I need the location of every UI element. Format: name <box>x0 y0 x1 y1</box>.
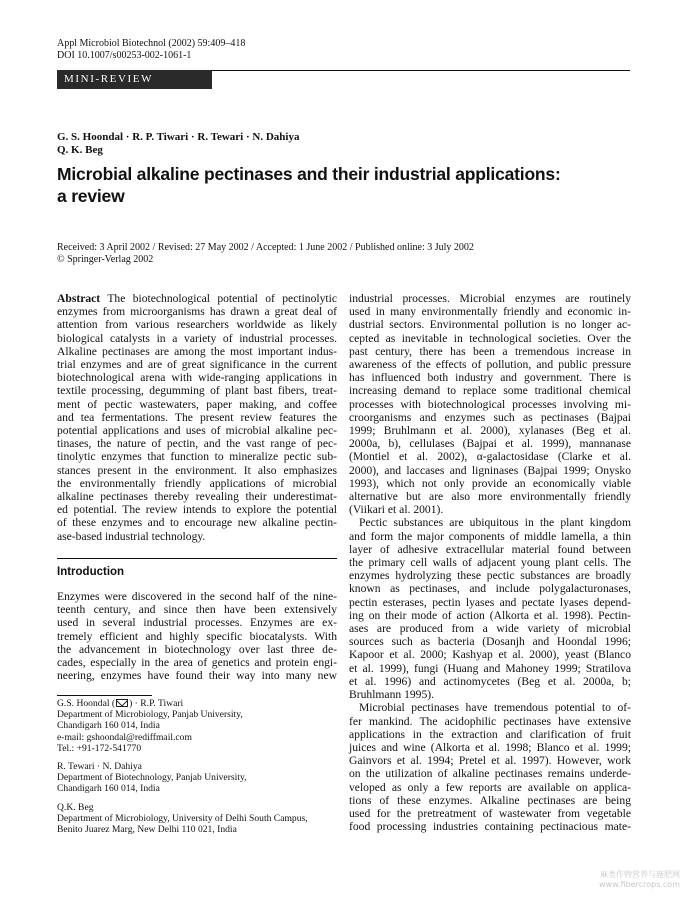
abstract-first-line: Abstract The biotechnological potential of pectinolytic <box>57 292 337 305</box>
article-title <box>57 163 561 207</box>
body-line: the primary cell walls of adjacent young plant cells. The <box>349 556 631 570</box>
section-heading-introduction: Introduction <box>57 566 125 578</box>
body-line: croorganisms and enzymes such as pectinases (Bajpai <box>349 410 631 424</box>
affiliation-line: Department of Microbiology, Panjab University, <box>57 709 243 721</box>
right-column-text <box>349 292 631 833</box>
abstract-line: ed potential. The review intends to explore the potential <box>57 503 337 517</box>
body-line: tions of these enzymes. Alkaline pectinases are being <box>349 793 631 807</box>
body-line: veloped as only a few reports are available on applica- <box>349 780 631 794</box>
abstract-line: alkaline pectinases thereby revealing their underestimat- <box>57 490 337 504</box>
body-line: alternative but are also more environmentally friendly <box>349 490 631 504</box>
body-line: (Montiel et al. 2002), α-galactosidase (Clarke et al. <box>349 450 631 464</box>
title-line-1: Microbial alkaline pectinases and their industrial applications: <box>57 164 561 184</box>
authors-line-1: G. S. Hoondal · R. P. Tiwari · R. Tewari · N. Dahiya <box>57 131 300 143</box>
body-line: dustrial sectors. Environmental pollution is no longer ac- <box>349 318 631 332</box>
affiliation-line: Department of Microbiology, University of Delhi South Campus, <box>57 812 308 824</box>
body-line: Bruhlmann 1995). <box>349 688 435 702</box>
body-line: Pectic substances are ubiquitous in the plant kingdom <box>359 516 631 530</box>
body-line: used in many environmentally friendly and economic in- <box>349 305 631 319</box>
affiliation-group-1 <box>57 698 337 754</box>
abstract-line: stances present in the environment. It also emphasizes <box>57 463 337 477</box>
body-line: awareness of the effects of pollution, and public pressure <box>349 358 631 372</box>
body-line: fer mankind. The acidophilic pectinases have extensive <box>349 714 631 728</box>
abstract-line: potential applications and uses of microbial alkaline pec- <box>57 424 337 438</box>
abstract-line: tinolytic enzymes that function to mineralize pectic sub- <box>57 450 337 464</box>
affiliation-line: Chandigarh 160 014, India <box>57 783 160 795</box>
intro-line: tremely efficient and highly specific biocatalysts. With <box>57 629 337 643</box>
body-line: 2000a, b), cellulases (Bajpai et al. 1999), mannanase <box>349 437 631 451</box>
abstract-line: ment of pectic wastewaters, paper making, and coffee <box>57 397 337 411</box>
intro-line: the advancement in biotechnology over last three de- <box>57 642 337 656</box>
body-line: 2000), and laccases and ligninases (Bajpai 1999; Onysko <box>349 463 631 477</box>
body-line: Kapoor et al. 2000; Kashyap et al. 2000), yeast (Blanco <box>349 648 631 662</box>
body-line: past century, there has been a tremendous increase in <box>349 344 631 358</box>
history-dates: Received: 3 April 2002 / Revised: 27 May 2002 / Accepted: 1 June 2002 / Published online: 3 July 2002 <box>57 242 474 253</box>
body-line: ases are produced from a wide variety of microbial <box>349 622 631 636</box>
affiliation-line: R. Tewari · N. Dahiya <box>57 761 142 773</box>
affiliation-email[interactable]: e-mail: gshoondal@rediffmail.com <box>57 731 192 743</box>
affiliation-group-3 <box>57 802 337 836</box>
section-label: MINI-REVIEW <box>64 73 154 85</box>
abstract-line: of these enzymes and to encourage new alkaline pectin- <box>57 516 337 530</box>
abstract-line: textile processing, degumming of plant bast fibers, treat- <box>57 384 337 398</box>
introduction-text <box>57 590 337 682</box>
body-line: et al. 1999), fungi (Huang and Mahoney 1999; Stratilova <box>349 661 631 675</box>
body-line: Gainvors et al. 1994; Pretel et al. 1997). However, work <box>349 754 631 768</box>
intro-line: Enzymes were discovered in the second half of the nine- <box>57 590 337 603</box>
body-line: 1999; Bruhlmann et al. 2000), xylanases (Beg et al. <box>349 424 631 438</box>
authors-line-2: Q. K. Beg <box>57 144 103 156</box>
intro-line: teenth century, and since then have been extensively <box>57 603 337 617</box>
body-line: sources such as bacteria (Dosanjh and Hoondal 1996; <box>349 635 631 649</box>
body-line: pectin esterases, pectin lyases and pectate lyases depend- <box>349 595 631 609</box>
body-line: applications in the extraction and clarification of fruit <box>349 727 631 741</box>
intro-line: used in several industrial processes. Enzymes are ex- <box>57 616 337 630</box>
author-list <box>57 131 299 157</box>
footnote-rule <box>57 695 152 696</box>
title-line-2: a review <box>57 186 125 206</box>
body-line: (Viikari et al. 2001). <box>349 503 444 517</box>
abstract-line: trial enzymes and are of great significance in the current <box>57 358 337 372</box>
site-watermark <box>562 870 680 890</box>
body-line: cepted as inevitable in technological societies. Over the <box>349 331 631 345</box>
abstract-line: biotechnological arena with wide-ranging applications in <box>57 371 337 385</box>
body-line: food processing industries containing pectinacious mate- <box>349 820 631 834</box>
author-affiliations <box>57 698 337 842</box>
body-line: et al. 1996) and actinomycetes (Beg et al. 2000a, b; <box>349 674 631 688</box>
doi: DOI 10.1007/s00253-002-1061-1 <box>57 50 192 61</box>
intro-line: neering, enzymes have found their way into many new <box>57 669 337 683</box>
affiliation-line: Department of Biotechnology, Panjab University, <box>57 772 247 784</box>
affiliation-line: Benito Juarez Marg, New Delhi 110 021, India <box>57 824 237 836</box>
abstract-line: and tea fermentations. The present review features the <box>57 410 337 424</box>
abstract-line: attention from various researchers worldwide as likely <box>57 318 337 332</box>
body-line: juices and wine (Alkorta et al. 1998; Blanco et al. 1999; <box>349 740 631 754</box>
abstract-line: Alkaline pectinases are among the most important indus- <box>57 344 337 358</box>
body-line: processes with biotechnological processes involving mi- <box>349 397 631 411</box>
body-line: and form the major components of middle lamella, a thin <box>349 529 631 543</box>
body-line: industrial processes. Microbial enzymes are routinely <box>349 292 631 305</box>
abstract-line: the environmentally friendly applications of microbial <box>57 476 337 490</box>
abstract <box>57 292 337 543</box>
abstract-line: tinases, the nature of pectin, and the vast range of pec- <box>57 437 337 451</box>
affiliation-line: Chandigarh 160 014, India <box>57 720 160 732</box>
envelope-icon <box>116 699 128 707</box>
body-line: on the utilization of alkaline pectinases remains underde- <box>349 767 631 781</box>
watermark-line-1: 麻类作物营养与施肥网 <box>600 870 680 879</box>
affiliation-group-2 <box>57 761 337 795</box>
abstract-label: Abstract <box>57 292 101 305</box>
affiliation-phone: Tel.: +91-172-541770 <box>57 742 142 754</box>
body-line: known as pectinases, and include polygalacturonases, <box>349 582 631 596</box>
abstract-line: enzymes from microorganisms has drawn a great deal of <box>57 305 337 319</box>
intro-line: cades, especially in the area of genetics and protein engi- <box>57 656 337 670</box>
abstract-line: biological catalysts in a variety of industrial processes. <box>57 331 337 345</box>
body-line: enzymes hydrolyzing these pectic substances are broadly <box>349 569 631 583</box>
section-rule <box>57 558 337 559</box>
abstract-line: ase-based industrial technology. <box>57 529 206 543</box>
body-line: layer of adhesive extracellular material found between <box>349 542 631 556</box>
affiliation-line: Q.K. Beg <box>57 801 94 813</box>
body-line: ing on their mode of action (Alkorta et al. 1998). Pectin- <box>349 608 631 622</box>
watermark-line-2: www.fibercrops.com <box>599 880 680 889</box>
publication-history <box>57 242 474 266</box>
copyright: © Springer-Verlag 2002 <box>57 254 154 265</box>
body-line: has influenced both industry and government. There is <box>349 371 631 385</box>
body-line: Microbial pectinases have tremendous potential to of- <box>359 701 631 715</box>
journal-citation: Appl Microbiol Biotechnol (2002) 59:409–418 <box>57 38 246 49</box>
affiliation-authors: G.S. Hoondal ( ) · R.P. Tiwari <box>57 698 184 709</box>
body-line: 1993), which not only provide an economically viable <box>349 476 631 490</box>
body-line: increasing demand to replace some traditional chemical <box>349 384 631 398</box>
body-line: used for the pretreatment of wastewater from vegetable <box>349 806 631 820</box>
